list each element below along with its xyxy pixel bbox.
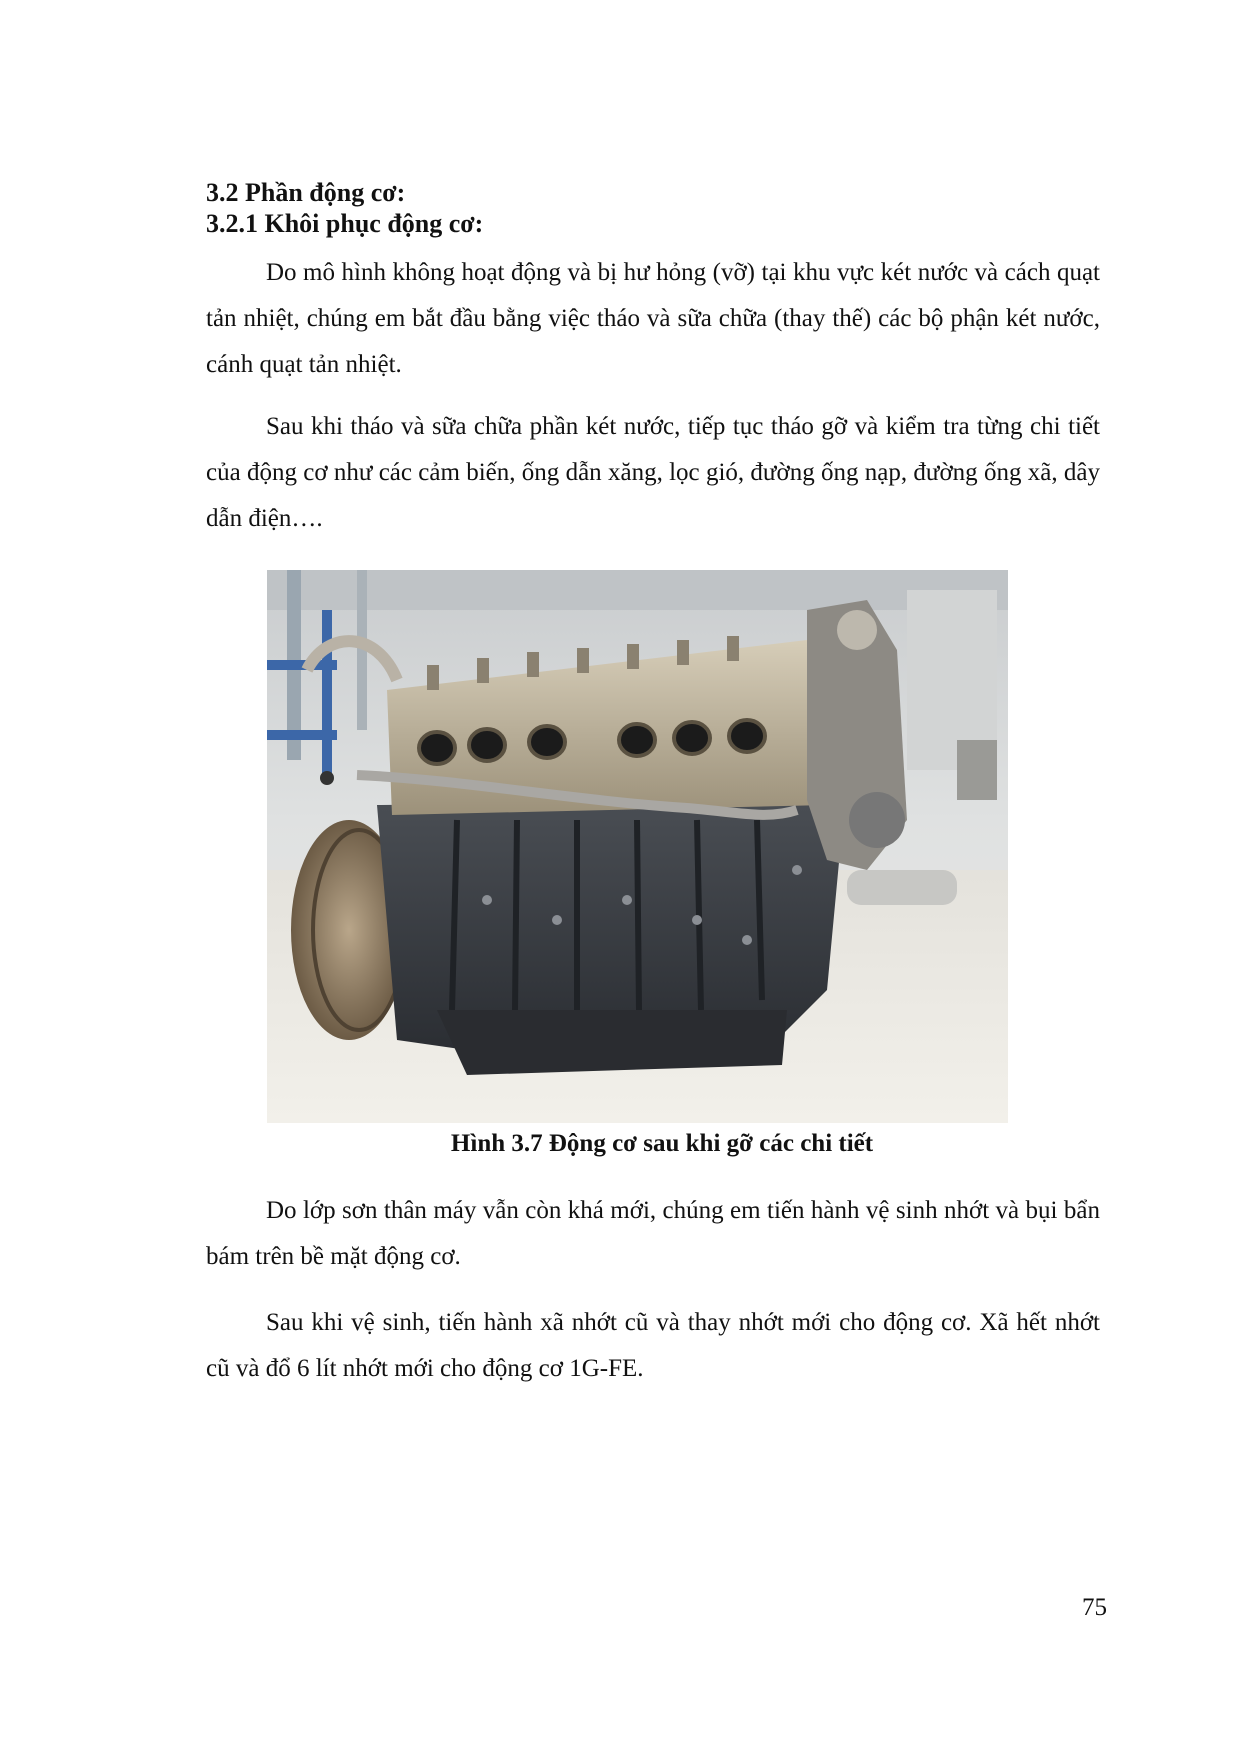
paragraph-1: Do mô hình không hoạt động và bị hư hỏng (vỡ) tại khu vực két nước và cách quạt tản nhiệt, chúng em bắt đầu bằng việc tháo và sữa chữa (thay thế) các bộ phận két nước, cánh quạt tản nhiệt. (206, 259, 1100, 378)
figure-caption: Hình 3.7 Động cơ sau khi gỡ các chi tiết (450, 1130, 874, 1157)
paragraph-4: Sau khi vệ sinh, tiến hành xã nhớt cũ và thay nhớt mới cho động cơ. Xã hết nhớt cũ và đổ 6 lít nhớt mới cho động cơ 1G-FE. (206, 1309, 1100, 1382)
page-number: 75 (1082, 1594, 1107, 1621)
section-heading: 3.2 Phần động cơ: (206, 178, 406, 207)
engine-photo (267, 570, 1008, 1123)
paragraph-2: Sau khi tháo và sữa chữa phần két nước, tiếp tục tháo gỡ và kiểm tra từng chi tiết của động cơ như các cảm biến, ống dẫn xăng, lọc gió, đường ống nạp, đường ống xã, dây dẫn điện…. (206, 413, 1100, 532)
subsection-heading: 3.2.1 Khôi phục động cơ: (206, 209, 484, 238)
paragraph-3: Do lớp sơn thân máy vẫn còn khá mới, chúng em tiến hành vệ sinh nhớt và bụi bẩn bám trên bề mặt động cơ. (206, 1197, 1100, 1270)
